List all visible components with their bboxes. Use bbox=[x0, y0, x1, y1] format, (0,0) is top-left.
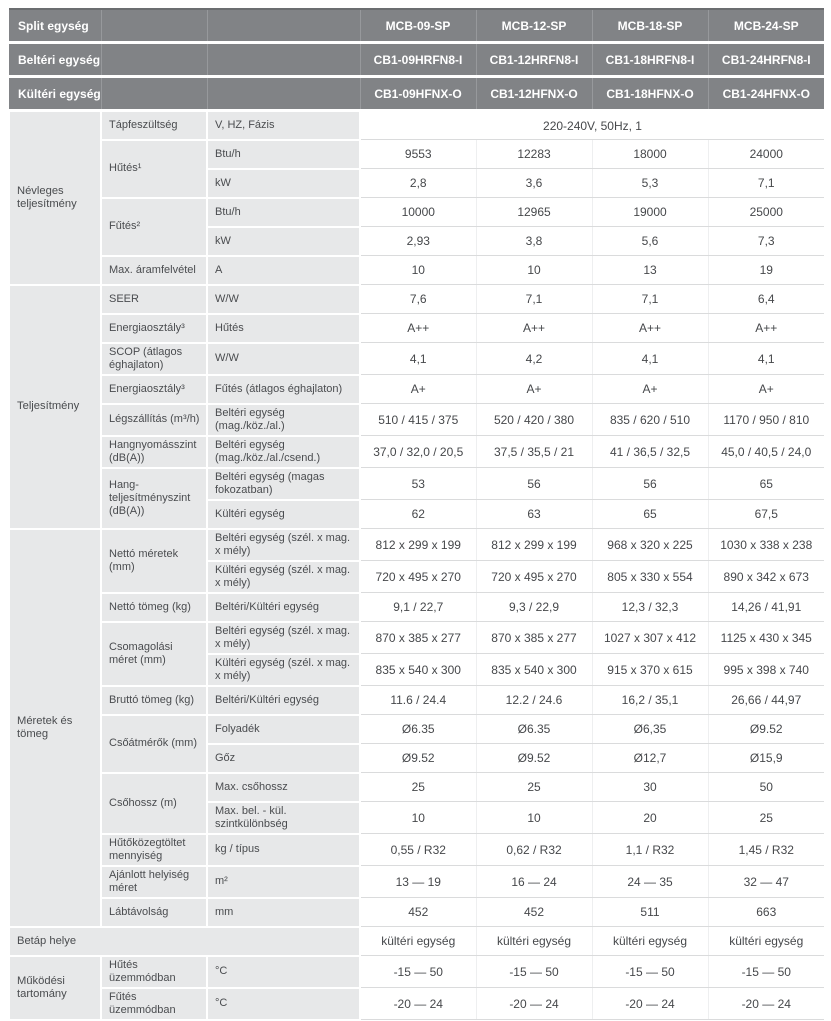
table-row bbox=[9, 834, 824, 866]
value-cell: 30 bbox=[592, 773, 708, 802]
value-cell: 5,3 bbox=[592, 169, 708, 198]
row-sublabel: °C bbox=[207, 988, 360, 1020]
value-cell: 25 bbox=[708, 802, 824, 834]
row-sublabel: Hűtés bbox=[207, 314, 360, 343]
value-cell: 812 x 299 x 199 bbox=[476, 529, 592, 561]
row-label: Tápfeszültség bbox=[101, 111, 207, 140]
value-cell: -15 — 50 bbox=[592, 956, 708, 988]
row-sublabel: Kültéri egység (szél. x mag. x mély) bbox=[207, 561, 360, 593]
table-row bbox=[9, 468, 824, 500]
value-cell: Ø9.52 bbox=[476, 744, 592, 773]
value-cell: 1,1 / R32 bbox=[592, 834, 708, 866]
header-row-split bbox=[9, 9, 824, 43]
value-cell: 7,6 bbox=[360, 285, 476, 314]
value-cell: 9,1 / 22,7 bbox=[360, 593, 476, 622]
row-sublabel: Beltéri egység (szél. x mag. x mély) bbox=[207, 529, 360, 561]
value-cell: Ø6.35 bbox=[360, 715, 476, 744]
value-cell: A+ bbox=[708, 375, 824, 404]
row-label: Hang-teljesítményszint (dB(A)) bbox=[101, 468, 207, 529]
value-cell: A+ bbox=[592, 375, 708, 404]
header-row-label: Split egység bbox=[9, 9, 101, 43]
header-spacer bbox=[101, 77, 207, 111]
value-cell: 45,0 / 40,5 / 24,0 bbox=[708, 436, 824, 468]
table-row bbox=[9, 898, 824, 927]
model-cell: MCB-12-SP bbox=[476, 9, 592, 43]
row-label: Fűtés² bbox=[101, 198, 207, 256]
value-cell: 7,1 bbox=[708, 169, 824, 198]
value-cell: 65 bbox=[592, 500, 708, 529]
value-cell: 452 bbox=[360, 898, 476, 927]
value-cell: 10 bbox=[360, 256, 476, 285]
value-cell: A++ bbox=[476, 314, 592, 343]
table-row bbox=[9, 285, 824, 314]
row-sublabel: V, HZ, Fázis bbox=[207, 111, 360, 140]
value-cell: kültéri egység bbox=[360, 927, 476, 956]
table-row bbox=[9, 314, 824, 343]
row-label: Lábtávolság bbox=[101, 898, 207, 927]
value-cell: 63 bbox=[476, 500, 592, 529]
value-cell: 968 x 320 x 225 bbox=[592, 529, 708, 561]
value-cell: 520 / 420 / 380 bbox=[476, 404, 592, 436]
value-cell: 220-240V, 50Hz, 1 bbox=[360, 111, 824, 140]
value-cell: 995 x 398 x 740 bbox=[708, 654, 824, 686]
row-sublabel: Beltéri egység (mag./köz./al./csend.) bbox=[207, 436, 360, 468]
value-cell: 18000 bbox=[592, 140, 708, 169]
header-spacer bbox=[207, 77, 360, 111]
value-cell: 3,6 bbox=[476, 169, 592, 198]
value-cell: 65 bbox=[708, 468, 824, 500]
model-cell: CB1-24HFNX-O bbox=[708, 77, 824, 111]
row-sublabel: Max. csőhossz bbox=[207, 773, 360, 802]
value-cell: 1170 / 950 / 810 bbox=[708, 404, 824, 436]
row-sublabel: kW bbox=[207, 169, 360, 198]
value-cell: 10000 bbox=[360, 198, 476, 227]
value-cell: 0,62 / R32 bbox=[476, 834, 592, 866]
value-cell: 9553 bbox=[360, 140, 476, 169]
table-row bbox=[9, 375, 824, 404]
row-sublabel: m² bbox=[207, 866, 360, 898]
value-cell: 10 bbox=[476, 256, 592, 285]
section-label: Méretek és tömeg bbox=[9, 529, 101, 927]
value-cell: 1125 x 430 x 345 bbox=[708, 622, 824, 654]
value-cell: 1030 x 338 x 238 bbox=[708, 529, 824, 561]
value-cell: Ø12,7 bbox=[592, 744, 708, 773]
value-cell: 32 — 47 bbox=[708, 866, 824, 898]
table-row bbox=[9, 198, 824, 227]
value-cell: 19000 bbox=[592, 198, 708, 227]
header-row-label: Beltéri egység bbox=[9, 43, 101, 77]
value-cell: kültéri egység bbox=[708, 927, 824, 956]
row-label: Csőhossz (m) bbox=[101, 773, 207, 834]
header-row-outdoor bbox=[9, 77, 824, 111]
value-cell: A++ bbox=[708, 314, 824, 343]
table-row bbox=[9, 622, 824, 654]
value-cell: Ø6,35 bbox=[592, 715, 708, 744]
value-cell: 26,66 / 44,97 bbox=[708, 686, 824, 715]
value-cell: A+ bbox=[476, 375, 592, 404]
value-cell: 510 / 415 / 375 bbox=[360, 404, 476, 436]
value-cell: 2,93 bbox=[360, 227, 476, 256]
value-cell: 12283 bbox=[476, 140, 592, 169]
value-cell: 24000 bbox=[708, 140, 824, 169]
value-cell: A++ bbox=[360, 314, 476, 343]
value-cell: 10 bbox=[360, 802, 476, 834]
spec-table bbox=[8, 8, 824, 1021]
header-spacer bbox=[207, 9, 360, 43]
header-row-indoor bbox=[9, 43, 824, 77]
row-label: Hűtőközegtöltet mennyiség bbox=[101, 834, 207, 866]
model-cell: CB1-18HRFN8-I bbox=[592, 43, 708, 77]
table-row bbox=[9, 686, 824, 715]
value-cell: 11.6 / 24.4 bbox=[360, 686, 476, 715]
row-label: Hűtés¹ bbox=[101, 140, 207, 198]
table-row bbox=[9, 593, 824, 622]
value-cell: 5,6 bbox=[592, 227, 708, 256]
table-row bbox=[9, 111, 824, 140]
value-cell: 16 — 24 bbox=[476, 866, 592, 898]
value-cell: 835 / 620 / 510 bbox=[592, 404, 708, 436]
model-cell: CB1-12HFNX-O bbox=[476, 77, 592, 111]
value-cell: 1,45 / R32 bbox=[708, 834, 824, 866]
value-cell: 452 bbox=[476, 898, 592, 927]
value-cell: 20 bbox=[592, 802, 708, 834]
row-label: Energiaosztály³ bbox=[101, 375, 207, 404]
value-cell: -20 — 24 bbox=[592, 988, 708, 1020]
section-label: Működési tartomány bbox=[9, 956, 101, 1020]
table-row bbox=[9, 773, 824, 802]
value-cell: 4,2 bbox=[476, 343, 592, 375]
value-cell: 56 bbox=[592, 468, 708, 500]
value-cell: 0,55 / R32 bbox=[360, 834, 476, 866]
model-cell: CB1-24HRFN8-I bbox=[708, 43, 824, 77]
table-row bbox=[9, 927, 824, 956]
value-cell: 1027 x 307 x 412 bbox=[592, 622, 708, 654]
value-cell: 10 bbox=[476, 802, 592, 834]
row-sublabel: Beltéri egység (mag./köz./al.) bbox=[207, 404, 360, 436]
table-row bbox=[9, 715, 824, 744]
value-cell: 4,1 bbox=[592, 343, 708, 375]
value-cell: 870 x 385 x 277 bbox=[360, 622, 476, 654]
model-cell: CB1-18HFNX-O bbox=[592, 77, 708, 111]
row-sublabel: Beltéri/Kültéri egység bbox=[207, 686, 360, 715]
row-label: Hűtés üzemmódban bbox=[101, 956, 207, 988]
section-label: Névleges teljesítmény bbox=[9, 111, 101, 285]
value-cell: 12965 bbox=[476, 198, 592, 227]
model-cell: MCB-18-SP bbox=[592, 9, 708, 43]
section-label: Betáp helye bbox=[9, 927, 360, 956]
value-cell: 2,8 bbox=[360, 169, 476, 198]
value-cell: -20 — 24 bbox=[360, 988, 476, 1020]
value-cell: 37,0 / 32,0 / 20,5 bbox=[360, 436, 476, 468]
row-label: Légszállítás (m³/h) bbox=[101, 404, 207, 436]
row-label: Fűtés üzemmódban bbox=[101, 988, 207, 1020]
value-cell: 19 bbox=[708, 256, 824, 285]
row-sublabel: Folyadék bbox=[207, 715, 360, 744]
value-cell: -15 — 50 bbox=[476, 956, 592, 988]
value-cell: 14,26 / 41,91 bbox=[708, 593, 824, 622]
value-cell: -15 — 50 bbox=[708, 956, 824, 988]
value-cell: 67,5 bbox=[708, 500, 824, 529]
value-cell: 805 x 330 x 554 bbox=[592, 561, 708, 593]
row-label: Hangnyomásszint (dB(A)) bbox=[101, 436, 207, 468]
row-sublabel: °C bbox=[207, 956, 360, 988]
row-sublabel: W/W bbox=[207, 285, 360, 314]
row-sublabel: Btu/h bbox=[207, 198, 360, 227]
table-row bbox=[9, 956, 824, 988]
value-cell: 53 bbox=[360, 468, 476, 500]
value-cell: Ø6.35 bbox=[476, 715, 592, 744]
row-label: Csőátmérők (mm) bbox=[101, 715, 207, 773]
table-row bbox=[9, 529, 824, 561]
value-cell: kültéri egység bbox=[592, 927, 708, 956]
value-cell: -20 — 24 bbox=[708, 988, 824, 1020]
value-cell: 835 x 540 x 300 bbox=[476, 654, 592, 686]
model-cell: CB1-09HRFN8-I bbox=[360, 43, 476, 77]
value-cell: 62 bbox=[360, 500, 476, 529]
value-cell: 720 x 495 x 270 bbox=[360, 561, 476, 593]
value-cell: A+ bbox=[360, 375, 476, 404]
row-label: Nettó tömeg (kg) bbox=[101, 593, 207, 622]
value-cell: 37,5 / 35,5 / 21 bbox=[476, 436, 592, 468]
value-cell: A++ bbox=[592, 314, 708, 343]
row-label: SEER bbox=[101, 285, 207, 314]
value-cell: 7,1 bbox=[476, 285, 592, 314]
header-row-label: Kültéri egység bbox=[9, 77, 101, 111]
value-cell: 890 x 342 x 673 bbox=[708, 561, 824, 593]
row-sublabel: Beltéri/Kültéri egység bbox=[207, 593, 360, 622]
row-label: Energiaosztály³ bbox=[101, 314, 207, 343]
row-label: SCOP (átlagos éghajlaton) bbox=[101, 343, 207, 375]
section-label: Teljesítmény bbox=[9, 285, 101, 529]
value-cell: 12.2 / 24.6 bbox=[476, 686, 592, 715]
row-label: Csomagolási méret (mm) bbox=[101, 622, 207, 686]
value-cell: 3,8 bbox=[476, 227, 592, 256]
value-cell: Ø15,9 bbox=[708, 744, 824, 773]
value-cell: 812 x 299 x 199 bbox=[360, 529, 476, 561]
value-cell: 663 bbox=[708, 898, 824, 927]
header-spacer bbox=[101, 43, 207, 77]
row-sublabel: kg / típus bbox=[207, 834, 360, 866]
table-row bbox=[9, 343, 824, 375]
table-row bbox=[9, 988, 824, 1020]
row-label: Max. áramfelvétel bbox=[101, 256, 207, 285]
row-sublabel: Fűtés (átlagos éghajlaton) bbox=[207, 375, 360, 404]
model-cell: MCB-09-SP bbox=[360, 9, 476, 43]
value-cell: 720 x 495 x 270 bbox=[476, 561, 592, 593]
value-cell: Ø9.52 bbox=[360, 744, 476, 773]
row-sublabel: kW bbox=[207, 227, 360, 256]
value-cell: 835 x 540 x 300 bbox=[360, 654, 476, 686]
value-cell: 870 x 385 x 277 bbox=[476, 622, 592, 654]
table-row bbox=[9, 404, 824, 436]
table-row bbox=[9, 866, 824, 898]
value-cell: 12,3 / 32,3 bbox=[592, 593, 708, 622]
value-cell: 13 bbox=[592, 256, 708, 285]
table-row bbox=[9, 256, 824, 285]
value-cell: 7,1 bbox=[592, 285, 708, 314]
row-label: Nettó méretek (mm) bbox=[101, 529, 207, 593]
value-cell: 24 — 35 bbox=[592, 866, 708, 898]
row-sublabel: Kültéri egység (szél. x mag. x mély) bbox=[207, 654, 360, 686]
model-cell: CB1-09HFNX-O bbox=[360, 77, 476, 111]
table-row bbox=[9, 140, 824, 169]
value-cell: 511 bbox=[592, 898, 708, 927]
value-cell: 9,3 / 22,9 bbox=[476, 593, 592, 622]
header-spacer bbox=[207, 43, 360, 77]
value-cell: -20 — 24 bbox=[476, 988, 592, 1020]
value-cell: 7,3 bbox=[708, 227, 824, 256]
value-cell: Ø9.52 bbox=[708, 715, 824, 744]
value-cell: kültéri egység bbox=[476, 927, 592, 956]
value-cell: -15 — 50 bbox=[360, 956, 476, 988]
row-sublabel: Beltéri egység (szél. x mag. x mély) bbox=[207, 622, 360, 654]
row-sublabel: Btu/h bbox=[207, 140, 360, 169]
value-cell: 25000 bbox=[708, 198, 824, 227]
row-label: Ajánlott helyiség méret bbox=[101, 866, 207, 898]
model-cell: MCB-24-SP bbox=[708, 9, 824, 43]
value-cell: 25 bbox=[360, 773, 476, 802]
value-cell: 915 x 370 x 615 bbox=[592, 654, 708, 686]
row-sublabel: Max. bel. - kül. szintkülönbség bbox=[207, 802, 360, 834]
table-row bbox=[9, 436, 824, 468]
value-cell: 16,2 / 35,1 bbox=[592, 686, 708, 715]
value-cell: 6,4 bbox=[708, 285, 824, 314]
value-cell: 4,1 bbox=[360, 343, 476, 375]
row-sublabel: A bbox=[207, 256, 360, 285]
row-label: Bruttó tömeg (kg) bbox=[101, 686, 207, 715]
header-spacer bbox=[101, 9, 207, 43]
value-cell: 41 / 36,5 / 32,5 bbox=[592, 436, 708, 468]
row-sublabel: W/W bbox=[207, 343, 360, 375]
row-sublabel: mm bbox=[207, 898, 360, 927]
value-cell: 50 bbox=[708, 773, 824, 802]
model-cell: CB1-12HRFN8-I bbox=[476, 43, 592, 77]
row-sublabel: Gőz bbox=[207, 744, 360, 773]
value-cell: 13 — 19 bbox=[360, 866, 476, 898]
value-cell: 4,1 bbox=[708, 343, 824, 375]
row-sublabel: Beltéri egység (magas fokozatban) bbox=[207, 468, 360, 500]
value-cell: 25 bbox=[476, 773, 592, 802]
value-cell: 56 bbox=[476, 468, 592, 500]
row-sublabel: Kültéri egység bbox=[207, 500, 360, 529]
